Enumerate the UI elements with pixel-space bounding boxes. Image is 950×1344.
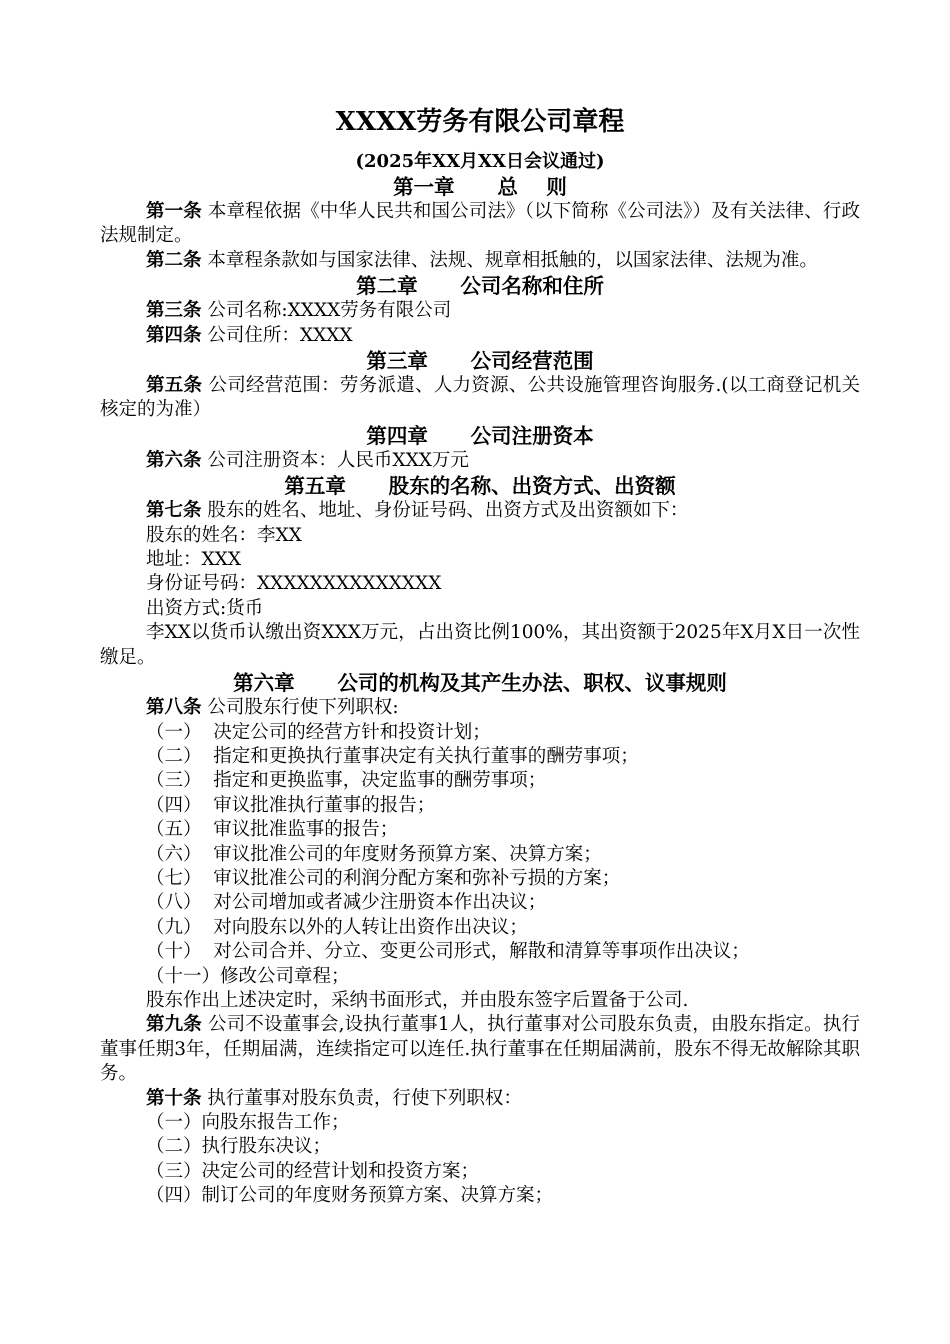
- article-10: [100, 1087, 860, 1111]
- list-item: （一）向股东报告工作；: [146, 1112, 350, 1133]
- article-label: 第七条: [146, 500, 202, 522]
- article-text: 本章程条款如与国家法律、法规、规章相抵触的，以国家法律、法规为准。: [201, 249, 818, 271]
- article-1: [100, 200, 860, 249]
- article-9: [100, 1013, 860, 1086]
- shareholder-name: 股东的姓名：李XX: [146, 524, 302, 546]
- chapter-6-heading: 第六章 公司的机构及其产生办法、职权、议事规则: [233, 671, 727, 696]
- article-label: 第五条: [146, 375, 203, 397]
- list-item: （二） 指定和更换执行董事决定有关执行董事的酬劳事项；: [146, 745, 639, 767]
- shareholder-address: 地址：XXX: [146, 549, 242, 571]
- list-item: （十一）修改公司章程；: [146, 965, 350, 987]
- article-label: 第八条: [146, 697, 202, 719]
- list-item: （四） 审议批准执行董事的报告；: [146, 794, 436, 816]
- list-item: （二）执行股东决议；: [146, 1136, 332, 1158]
- list-item: （九） 对向股东以外的人转让出资作出决议；: [146, 916, 528, 938]
- chapter-5-heading: 第五章 股东的名称、出资方式、出资额: [284, 474, 676, 499]
- article-label: 第十条: [146, 1087, 202, 1109]
- shareholder-decision: 股东作出上述决定时，采纳书面形式，并由股东签字后置备于公司.: [146, 989, 689, 1011]
- chapter-4-heading: 第四章 公司注册资本: [366, 423, 594, 448]
- list-item: （七） 审议批准公司的利润分配方案和弥补亏损的方案；: [146, 867, 621, 889]
- article-text: 公司注册资本：人民币XXX万元: [201, 449, 469, 471]
- article-label: 第三条: [146, 300, 202, 322]
- list-item: （六） 审议批准公司的年度财务预算方案、决算方案；: [146, 843, 602, 865]
- article-3: [100, 299, 860, 323]
- article-text: 公司不设董事会,设执行董事1人，执行董事对公司股东负责，由股东指定。执行董事任期3年，任期届满，连续指定可以连任.执行董事在任期届满前，股东不得无故解除其职务。: [100, 1014, 860, 1085]
- document-page: [100, 104, 860, 1209]
- list-item: （三）决定公司的经营计划和投资方案；: [146, 1160, 480, 1182]
- list-item: （三） 指定和更换监事，决定监事的酬劳事项；: [146, 770, 547, 792]
- chapter-2-heading: 第二章 公司名称和住所: [356, 274, 604, 299]
- article-label: 第六条: [146, 449, 202, 471]
- article-label: 第一条: [146, 201, 202, 222]
- article-text: 公司股东行使下列职权:: [201, 697, 399, 719]
- article-label: 第九条: [146, 1014, 202, 1036]
- chapter-1-heading: 第一章 总 则: [393, 175, 567, 199]
- chapter-3-heading: 第三章 公司经营范围: [366, 349, 594, 374]
- article-text: 本章程依据《中华人民共和国公司法》（以下简称《公司法》）及有关法律、行政法规制定。: [100, 201, 860, 247]
- list-item: （四）制订公司的年度财务预算方案、决算方案；: [146, 1185, 554, 1207]
- article-4: [100, 324, 860, 348]
- article-text: 公司住所：XXXX: [201, 324, 353, 346]
- article-label: 第二条: [146, 249, 202, 271]
- shareholder-method: 出资方式:货币: [146, 597, 264, 619]
- list-item: （一） 决定公司的经营方针和投资计划；: [146, 721, 491, 743]
- article-text: 执行董事对股东负责，行使下列职权：: [201, 1087, 522, 1109]
- shareholder-id: 身份证号码：XXXXXXXXXXXXXX: [146, 573, 442, 595]
- article-label: 第四条: [146, 324, 202, 346]
- article-text: 公司经营范围：劳务派遣、人力资源、公共设施管理咨询服务.(以工商登记机关核定的为准）: [100, 375, 860, 421]
- article-7: [100, 499, 860, 523]
- article-text: 公司名称:XXXX劳务有限公司: [201, 300, 452, 322]
- article-2: [100, 249, 860, 273]
- list-item: （五） 审议批准监事的报告；: [146, 819, 399, 841]
- article-8: [100, 696, 860, 720]
- article-text: 股东的姓名、地址、身份证号码、出资方式及出资额如下：: [201, 500, 689, 522]
- list-item: （八） 对公司增加或者减少注册资本作出决议；: [146, 892, 547, 914]
- article-5: [100, 374, 860, 423]
- document-subtitle: (2025年XX月XX日会议通过): [355, 151, 605, 172]
- document-title: XXXX劳务有限公司章程: [335, 107, 625, 137]
- list-item: （十） 对公司合并、分立、变更公司形式，解散和清算等事项作出决议；: [146, 941, 750, 963]
- shareholder-contribution: 李XX以货币认缴出资XXX万元，占出资比例100%，其出资额于2025年X月X日一次性缴足。: [100, 622, 860, 668]
- article-6: [100, 449, 860, 473]
